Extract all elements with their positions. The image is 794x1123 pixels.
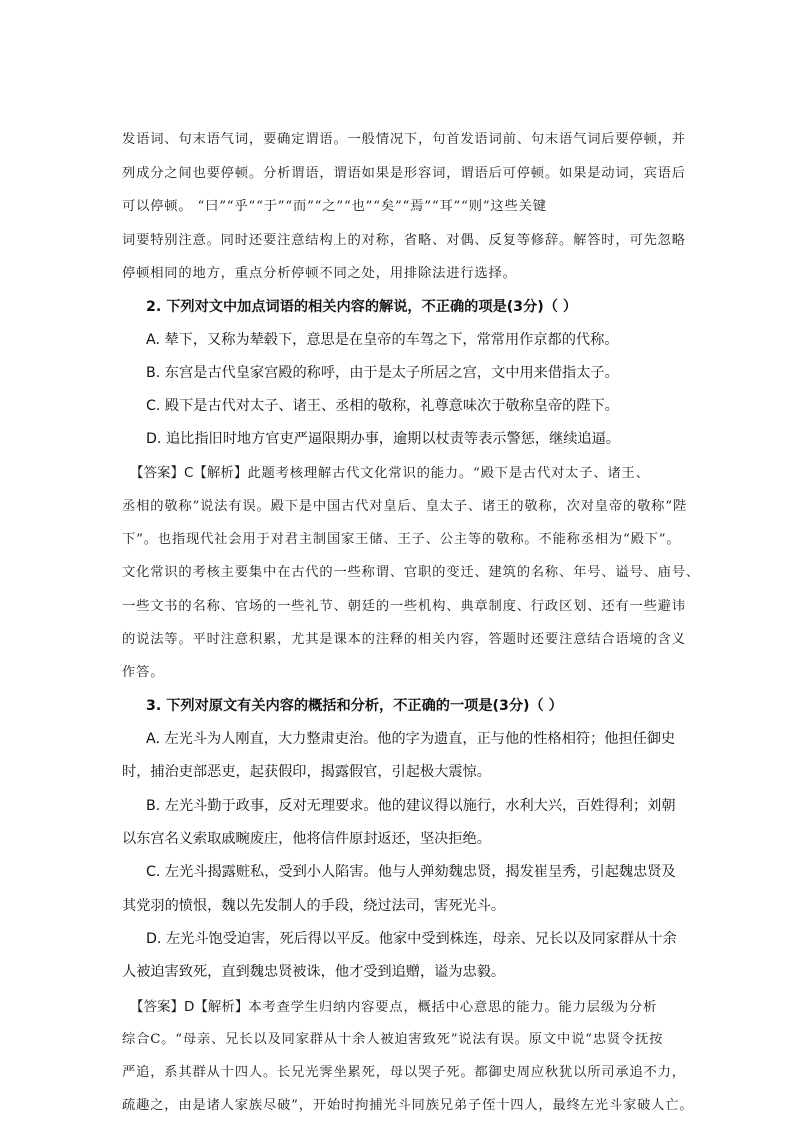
question-3-option-d: D. 左光斗饱受迫害，死后得以平反。他家中受到株连，母亲、兄长以及同家群从十余	[146, 931, 677, 947]
question-2-explanation-line: 丞相的敬称”说法有误。殿下是中国古代对皇后、皇太子、诸王的敬称，次对皇帝的敬称“陛	[122, 499, 687, 514]
question-2-answer-tag: 【答案】C【解析】	[130, 465, 248, 481]
intro-line: 可以停顿。 “曰”“乎”“于”“而”“之”“也”“矣”“焉”“耳”“则”这些关键	[122, 199, 547, 214]
question-3-explanation-line: 严追，系其群从十四人。长兄光霁坐累死，母以哭子死。都御史周应秋犹以所司承追不力，	[122, 1065, 686, 1080]
question-3-option-a: A. 左光斗为人刚直，大力整肃吏治。他的字为遗直，正与他的性格相符；他担任御史	[146, 731, 676, 747]
question-3-explanation-line: 综合C。“母亲、兄长以及同家群从十余人被迫害致死”说法有误。原文中说“忠贤令抚按	[122, 1032, 664, 1047]
question-3-answer-line	[130, 995, 657, 1015]
intro-line: 停顿相同的地方，重点分析停顿不同之处，用排除法进行选择。	[122, 266, 517, 281]
question-2-explanation-line: 一些文书的名称、官场的一些礼节、朝廷的一些机构、典章制度、行政区划、还有一些避讳	[122, 599, 686, 614]
question-2-explanation-line: 作答。	[122, 665, 165, 680]
question-2-answer-line	[130, 461, 650, 481]
question-2-explanation-line: 文化常识的考核主要集中在古代的一些称谓、官职的变迁、建筑的名称、年号、谥号、庙号、	[122, 565, 700, 580]
question-2-option-a: A. 辇下，又称为辇毂下，意思是在皇帝的车驾之下，常常用作京都的代称。	[146, 332, 619, 348]
question-3-option-c: C. 左光斗揭露赃私，受到小人陷害。他与人弹劾魏忠贤，揭发崔呈秀，引起魏忠贤及	[146, 864, 676, 880]
intro-line: 词要特别注意。同时还要注意结构上的对称，省略、对偶、反复等修辞。解答时，可先忽略	[122, 233, 686, 248]
question-2-option-c: C. 殿下是古代对太子、诸王、丞相的敬称，礼尊意味次于敬称皇帝的陛下。	[146, 398, 619, 414]
question-3-option-b: B. 左光斗勤于政事，反对无理要求。他的建议得以施行，水利大兴，百姓得利；刘朝	[146, 798, 676, 814]
question-2-heading: 2. 下列对文中加点词语的相关内容的解说，不正确的项是(3分)（ ）	[146, 299, 578, 315]
question-2-explanation-line: 下”。也指现代社会用于对君主制国家王储、王子、公主等的敬称。不能称丞相为“殿下”。	[122, 532, 681, 547]
question-2-option-b: B. 东宫是古代皇家宫殿的称呼，由于是太子所居之宫，文中用来借指太子。	[146, 365, 619, 381]
question-3-option-c-cont: 其党羽的愤恨，魏以先发制人的手段，绕过法司，害死光斗。	[122, 898, 506, 914]
question-3-heading: 3. 下列对原文有关内容的概括和分析，不正确的一项是(3分)（ ）	[146, 698, 563, 714]
question-2-explanation: 此题考核理解古代文化常识的能力。“殿下是古代对太子、诸王、	[247, 466, 650, 481]
intro-line: 发语词、句末语气词，要确定谓语。一般情况下，句首发语词前、句末语气词后要停顿，并	[122, 132, 686, 147]
question-3-option-a-cont: 时，捕治吏部恶吏，起获假印，揭露假官，引起极大震惊。	[122, 764, 491, 780]
question-2-explanation-line: 的说法等。平时注意积累，尤其是课本的注释的相关内容，答题时还要注意结合语境的含义	[122, 632, 686, 647]
question-3-explanation-line: 疏趣之，由是诸人家族尽破”，开始时拘捕光斗同族兄弟子侄十四人，最终左光斗家破人亡。	[122, 1098, 694, 1113]
question-3-option-b-cont: 以东宫名义索取戚畹废庄，他将信件原封返还，坚决拒绝。	[122, 831, 491, 847]
question-3-answer-tag: 【答案】D【解析】	[130, 999, 249, 1015]
intro-line: 列成分之间也要停顿。分析谓语，谓语如果是形容词，谓语后可停顿。如果是动词，宾语后	[122, 166, 686, 181]
question-3-option-d-cont: 人被迫害致死，直到魏忠贤被诛，他才受到追赠，谥为忠毅。	[122, 964, 506, 980]
question-3-explanation: 本考查学生归纳内容要点，概括中心意思的能力。能力层级为分析	[248, 1000, 658, 1015]
question-2-option-d: D. 追比指旧时地方官吏严逼限期办事，逾期以杖责等表示警惩，继续追逼。	[146, 431, 620, 447]
